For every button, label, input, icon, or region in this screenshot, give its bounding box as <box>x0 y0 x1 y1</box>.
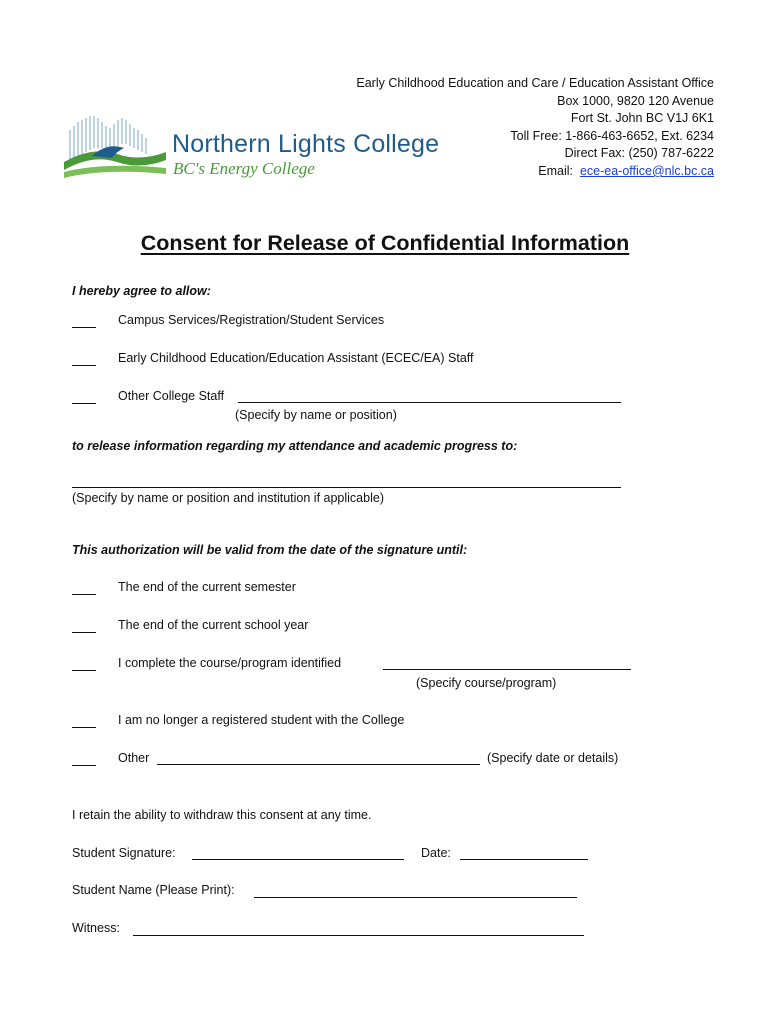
checkbox-blank-course[interactable] <box>72 670 96 671</box>
option-course: I complete the course/program identified <box>118 656 342 670</box>
student-name-label: Student Name (Please Print): <box>72 883 235 897</box>
date-label: Date: <box>421 846 451 860</box>
logo-college-name: Northern Lights College <box>172 130 440 158</box>
address-line: Early Childhood Education and Care / Education Assistant Office <box>356 76 714 90</box>
option-ecec-staff: Early Childhood Education/Education Assistant (ECEC/EA) Staff <box>118 351 474 365</box>
address-line: Toll Free: 1-866-463-6652, Ext. 6234 <box>510 128 714 143</box>
signature-label: Student Signature: <box>72 846 176 860</box>
address-line: Box 1000, 9820 120 Avenue <box>557 93 714 108</box>
checkbox-blank-not-registered[interactable] <box>72 727 96 728</box>
option-not-registered: I am no longer a registered student with the College <box>118 713 405 727</box>
retain-consent-text: I retain the ability to withdraw this consent at any time. <box>72 808 372 822</box>
option-other-staff: Other College Staff <box>118 389 225 403</box>
checkbox-blank-other[interactable] <box>72 765 96 766</box>
email-link[interactable]: ece-ea-office@nlc.bc.ca <box>579 163 714 178</box>
course-input-line[interactable] <box>383 669 631 670</box>
release-to-input-line[interactable] <box>72 487 621 488</box>
date-input-line[interactable] <box>460 859 588 860</box>
option-other: Other <box>118 751 150 765</box>
address-line: Direct Fax: (250) 787-6222 <box>564 146 714 161</box>
logo-tagline: BC's Energy College <box>173 159 315 178</box>
checkbox-blank-ecec-staff[interactable] <box>72 365 96 366</box>
signature-input-line[interactable] <box>192 859 404 860</box>
witness-label: Witness: <box>72 921 120 935</box>
witness-input-line[interactable] <box>133 935 584 936</box>
specify-date: (Specify date or details) <box>487 751 619 765</box>
other-staff-input-line[interactable] <box>238 402 621 403</box>
option-school-year: The end of the current school year <box>118 618 309 632</box>
checkbox-blank-campus-services[interactable] <box>72 327 96 328</box>
page-title: Consent for Release of Confidential Information <box>140 231 630 255</box>
specify-course: (Specify course/program) <box>416 676 557 690</box>
checkbox-blank-other-staff[interactable] <box>72 403 96 404</box>
college-logo <box>62 112 442 182</box>
release-heading: to release information regarding my attendance and academic progress to: <box>72 439 518 453</box>
aurora-logo-icon <box>62 112 172 182</box>
option-semester: The end of the current semester <box>118 580 296 594</box>
checkbox-blank-semester[interactable] <box>72 594 96 595</box>
valid-heading: This authorization will be valid from the date of the signature until: <box>72 543 468 557</box>
email-label: Email: <box>538 163 573 178</box>
checkbox-blank-school-year[interactable] <box>72 632 96 633</box>
other-details-input-line[interactable] <box>157 764 480 765</box>
specify-name-position: (Specify by name or position) <box>235 408 397 422</box>
student-name-input-line[interactable] <box>254 897 577 898</box>
address-line: Fort St. John BC V1J 6K1 <box>570 111 714 126</box>
specify-name-institution: (Specify by name or position and institution if applicable) <box>72 491 384 505</box>
option-campus-services: Campus Services/Registration/Student Services <box>118 313 385 327</box>
agree-heading: I hereby agree to allow: <box>72 284 211 298</box>
